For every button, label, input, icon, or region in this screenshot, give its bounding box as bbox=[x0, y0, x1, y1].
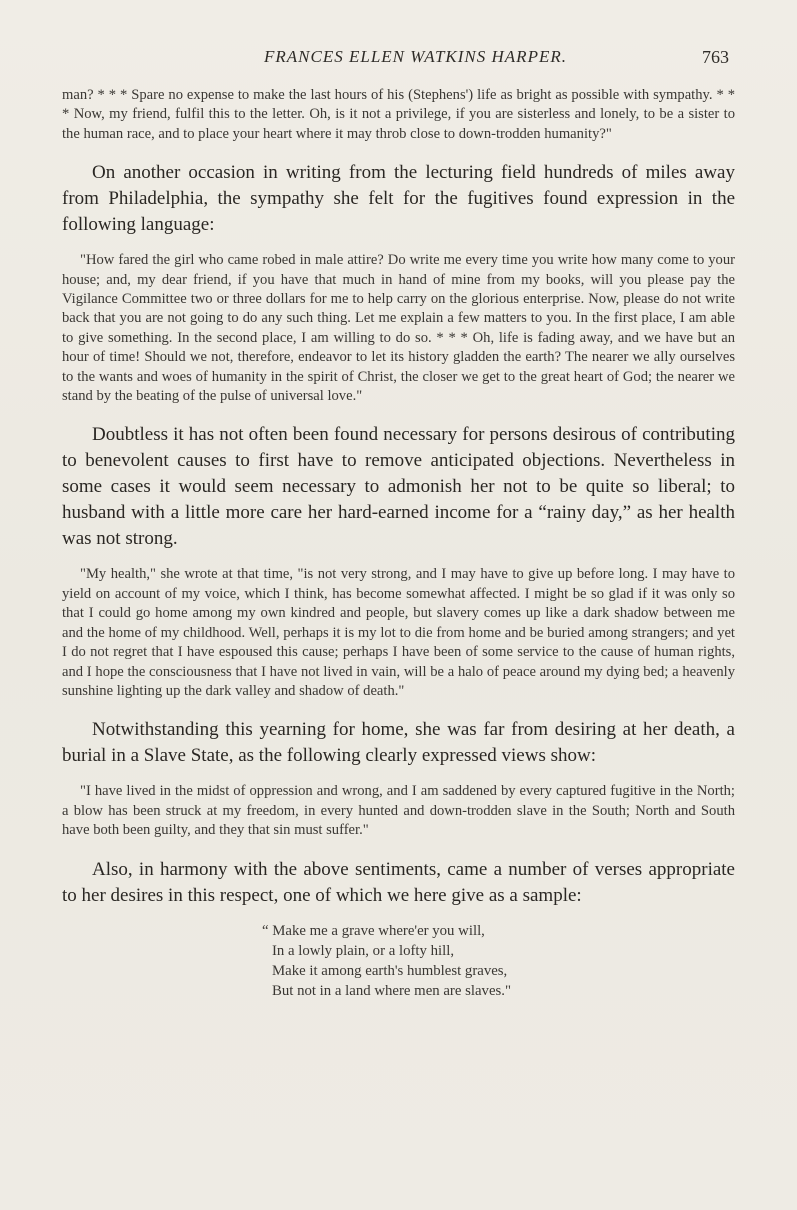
paragraph-verses: Also, in harmony with the above sentiments, came a number of verses appropriate to her desires in this respect, one of which we here give as a sample: bbox=[62, 858, 735, 906]
paragraph-yearning-for-home: Notwithstanding this yearning for home, she was far from desiring at her death, a burial in a Slave State, as the following clearly expressed views show: bbox=[62, 719, 735, 767]
running-header bbox=[62, 44, 735, 70]
poem-line-4: But not in a land where men are slaves." bbox=[272, 982, 512, 999]
poem-line-2: In a lowly plain, or a lofty hill, bbox=[272, 942, 455, 959]
quote-vigilance-committee: "How fared the girl who came robed in male attire? Do write me every time you write how many come to your house; and, my dear friend, if you have that much in hand of mine from my books, will you please pay the Vigilance Committee two or three dollars for me to help carry on the glorious enterprise. Now, please do not write back that you are not going to do any such thing. Let me explain a few matters to you. In the first place, I am able to give something. In the second place, I am willing to do so. * * * Oh, life is fading away, and we have but an hour of time! Should we not, therefore, endeavor to let its history gladden the earth? The nearer we ally ourselves to the wants and woes of humanity in the spirit of Christ, the closer we get to the great heart of God; the nearer we stand by the beating of the pulse of universal love." bbox=[62, 252, 735, 405]
quote-my-health: "My health," she wrote at that time, "is not very strong, and I may have to give up before long. I may have to yield on account of my voice, which I think, has become somewhat affected. I might be so glad if it was only so that I could go home among my own kindred and people, but slavery comes up like a dark shadow between me and the home of my childhood. Well, perhaps it is my lot to die from home and be buried among strangers; and yet I do not regret that I have espoused this cause; perhaps I have been of some service to the cause of human rights, and I hope the consciousness that I have not lived in vain, will be a halo of peace around my dying bed; a heavenly sunshine lighting up the dark valley and shadow of death." bbox=[62, 566, 735, 699]
poem-line-1: “ Make me a grave where'er you will, bbox=[262, 922, 485, 939]
paragraph-benevolent-causes: Doubtless it has not often been found necessary for persons desirous of contributing to benevolent causes to first have to remove anticipated objections. Nevertheless in some cases it would seem necessary to admonish her not to be quite so liberal; to husband with a little more care her hard-earned income for a “rainy day,” as her health was not strong. bbox=[62, 424, 735, 550]
running-title: FRANCES ELLEN WATKINS HARPER. bbox=[264, 47, 567, 66]
page-number: 763 bbox=[702, 47, 729, 67]
poem-stanza bbox=[262, 921, 735, 1001]
paragraph-lecturing-field: On another occasion in writing from the lecturing field hundreds of miles away from Philadelphia, the sympathy she felt for the fugitives found expression in the following language: bbox=[62, 162, 735, 236]
poem-line-3: Make it among earth's humblest graves, bbox=[272, 962, 508, 979]
quote-oppression-and-wrong: "I have lived in the midst of oppression and wrong, and I am saddened by every captured fugitive in the North; a blow has been struck at my freedom, in every hunted and down-trodden slave in the South; North and South have both been guilty, and they that sin must suffer." bbox=[62, 783, 735, 839]
quote-continued: man? * * * Spare no expense to make the last hours of his (Stephens') life as bright as possible with sympathy. * * * Now, my friend, fulfil this to the letter. Oh, is it not a privilege, if you are sisterless and lonely, to be a sister to the human race, and to place your heart where it may throb close to down-trodden humanity?" bbox=[62, 87, 735, 142]
